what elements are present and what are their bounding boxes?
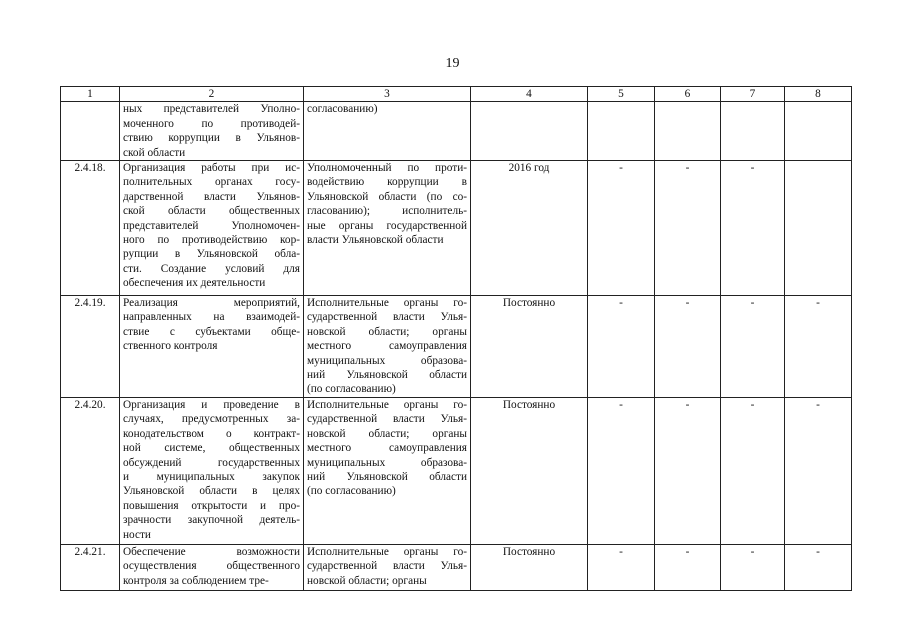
measure-text-line: дарственной власти Ульянов- [123,190,300,203]
funding-cell-6: - [655,296,721,398]
executor-text-line: (по согласованию) [307,383,396,396]
measure-text-line: полнительных органах госу- [123,176,300,189]
table-row [61,161,852,296]
funding-cell-6: - [655,544,721,590]
executor-text [304,296,471,398]
measure-text-line: ности [123,528,151,541]
executor-text-line: Исполнительные органы го- [307,545,467,558]
executor-text [304,161,471,296]
executor-text-line: Исполнительные органы го- [307,297,467,310]
funding-cell-7: - [721,161,785,296]
executor-text-line: местного самоуправления [307,442,467,455]
measure-text-line: контроля за соблюдением тре- [123,574,269,587]
column-header: 4 [471,87,588,102]
item-number [61,102,120,161]
measure-text-line: ствие с субъектами обще- [123,325,300,338]
column-header: 3 [304,87,471,102]
measure-text-line: Обеспечение возможности [123,545,300,558]
executor-text [304,397,471,544]
executor-text-line: сударственной власти Улья- [307,311,467,324]
measure-text [120,397,304,544]
executor-text-line: новской области; органы [307,427,467,440]
funding-cell-8 [785,161,852,296]
executor-text-line: ний Ульяновской области [307,470,467,483]
table-row [61,544,852,590]
table-row [61,102,852,161]
measures-table [60,86,852,591]
page-number: 19 [445,56,460,71]
funding-cell-8: - [785,544,852,590]
table-row [61,296,852,398]
executor-text-line: муниципальных образова- [307,354,467,367]
column-header: 2 [120,87,304,102]
measure-text-line: зрачности закупочной деятель- [123,514,300,527]
measure-text-line: направленных на взаимодей- [123,311,300,324]
executor-text-line: новской области; органы [307,325,467,338]
executor-text-line: согласованию) [307,103,378,116]
deadline-cell [471,102,588,161]
item-number: 2.4.18. [61,161,120,296]
funding-cell-7: - [721,397,785,544]
funding-cell-7 [721,102,785,161]
measure-text-line: Организация и проведение в [123,398,300,411]
column-header: 1 [61,87,120,102]
executor-text-line: водействию коррупции в [307,176,467,189]
measure-text-line: ственного контроля [123,340,218,353]
executor-text-line: муниципальных образова- [307,456,467,469]
measure-text [120,544,304,590]
funding-cell-7: - [721,296,785,398]
executor-text [304,102,471,161]
measure-text-line: конодательством о контракт- [123,427,300,440]
funding-cell-5 [588,102,655,161]
measure-text-line: и муниципальных закупок [123,470,300,483]
item-number: 2.4.20. [61,397,120,544]
measure-text [120,102,304,161]
measure-text-line: Организация работы при ис- [123,162,300,175]
item-number: 2.4.21. [61,544,120,590]
deadline-cell: Постоянно [471,397,588,544]
measure-text-line: Реализация мероприятий, [123,297,300,310]
executor-text-line: сударственной власти Улья- [307,560,467,573]
measure-text [120,161,304,296]
measure-text-line: ных представителей Уполно- [123,103,300,116]
measure-text-line: обсуждений государственных [123,456,300,469]
measure-text-line: ской области общественных [123,205,300,218]
measure-text-line: случаях, предусмотренных за- [123,413,300,426]
funding-cell-6 [655,102,721,161]
executor-text-line: новской области; органы [307,574,427,587]
measure-text [120,296,304,398]
measure-text-line: ствию коррупции в Ульянов- [123,132,300,145]
item-number: 2.4.19. [61,296,120,398]
measure-text-line: рупции в Ульяновской обла- [123,248,300,261]
header-row [61,87,852,102]
executor-text-line: ные органы государственной [307,219,467,232]
funding-cell-7: - [721,544,785,590]
measure-text-line: ного по противодействию кор- [123,234,300,247]
funding-cell-8: - [785,296,852,398]
column-header: 6 [655,87,721,102]
executor-text-line: гласованию); исполнитель- [307,205,467,218]
measure-text-line: обеспечения их деятельности [123,277,266,290]
funding-cell-5: - [588,544,655,590]
funding-cell-6: - [655,397,721,544]
measure-text-line: ной системе, общественных [123,442,300,455]
executor-text-line: местного самоуправления [307,340,467,353]
funding-cell-5: - [588,397,655,544]
column-header: 5 [588,87,655,102]
measure-text-line: моченного по противодей- [123,117,300,130]
column-header: 8 [785,87,852,102]
executor-text-line: ний Ульяновской области [307,369,467,382]
column-header: 7 [721,87,785,102]
deadline-cell: Постоянно [471,544,588,590]
executor-text-line: власти Ульяновской области [307,234,444,247]
executor-text-line: сударственной власти Улья- [307,413,467,426]
funding-cell-5: - [588,161,655,296]
measure-text-line: представителей Уполномочен- [123,219,300,232]
measure-text-line: повышения открытости и про- [123,499,300,512]
executor-text-line: (по согласованию) [307,485,396,498]
table-row [61,397,852,544]
executor-text-line: Уполномоченный по проти- [307,162,467,175]
funding-cell-5: - [588,296,655,398]
measure-text-line: осуществления общественного [123,560,300,573]
executor-text [304,544,471,590]
measure-text-line: Ульяновской области в целях [123,485,300,498]
measure-text-line: ской области [123,146,186,159]
funding-cell-6: - [655,161,721,296]
executor-text-line: Исполнительные органы го- [307,398,467,411]
funding-cell-8 [785,102,852,161]
deadline-cell: 2016 год [471,161,588,296]
deadline-cell: Постоянно [471,296,588,398]
funding-cell-8: - [785,397,852,544]
measure-text-line: сти. Создание условий для [123,262,300,275]
executor-text-line: Ульяновской области (по со- [307,190,467,203]
